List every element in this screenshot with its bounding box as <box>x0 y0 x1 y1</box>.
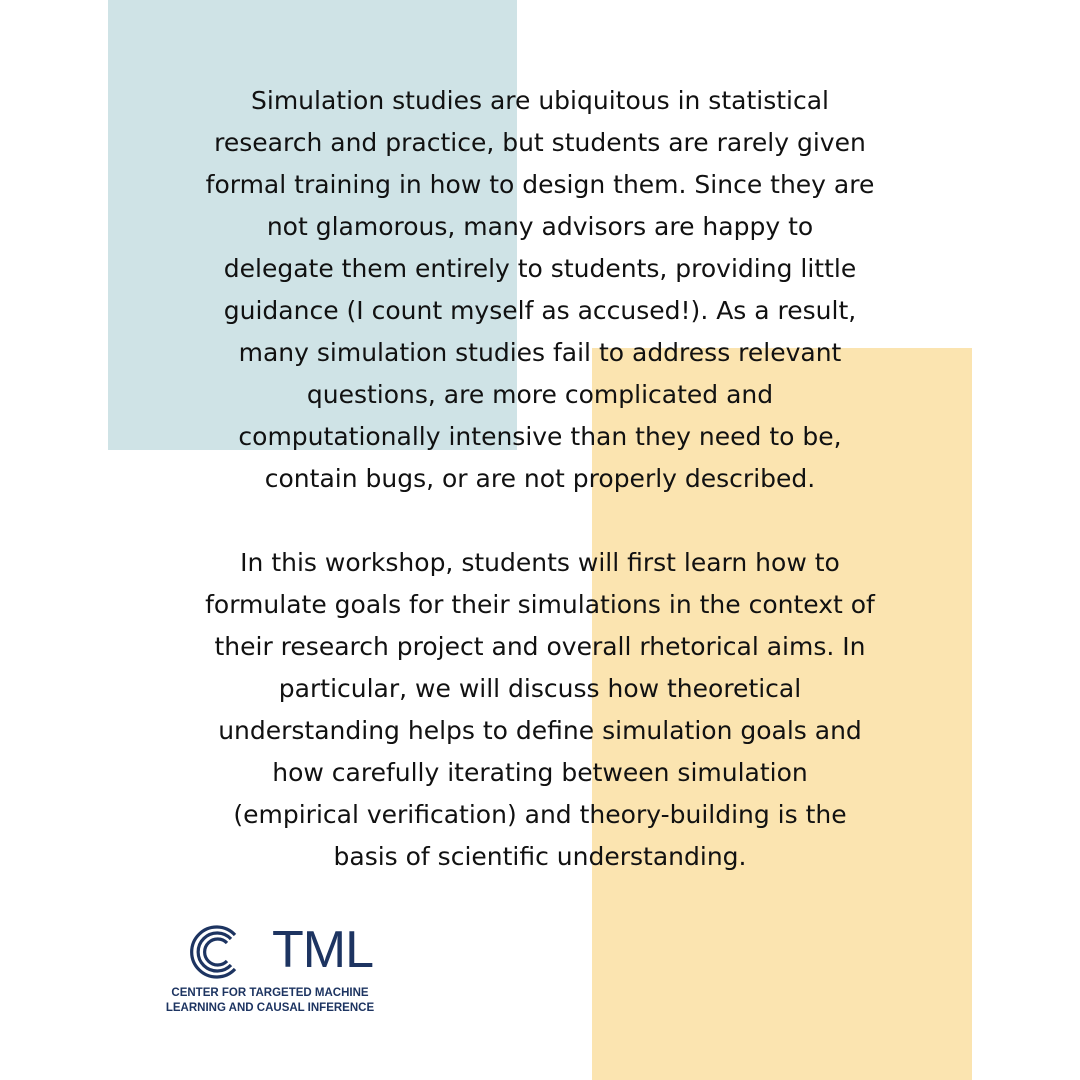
paragraph-workshop: In this workshop, students will first learn how to formulate goals for their simulations in the context of their research project and overall rhetorical aims. In particular, we will discuss how theoretical understanding helps to define simulation goals and how carefully iterating between simulation (empirical verification) and theory-building is the basis of scientific understanding. <box>205 548 875 871</box>
ctml-logo <box>150 921 390 1024</box>
logo-wordmark: TML <box>272 921 373 979</box>
description-text <box>120 80 960 878</box>
logo-full-name: CENTER FOR TARGETED MACHINE LEARNING AND CAUSAL INFERENCE <box>165 987 375 1014</box>
paragraph-intro: Simulation studies are ubiquitous in statistical research and practice, but students are rarely given formal training in how to design them. Since they are not glamorous, many advisors are happy to delegate them entirely to students, providing little guidance (I count myself as accused!). As a result, many simulation studies fail to address relevant questions, are more complicated and computationally intensive than they need to be, contain bugs, or are not properly described. <box>205 86 875 493</box>
logo-c-arcs-icon <box>186 924 242 980</box>
logo-mark <box>186 921 386 980</box>
